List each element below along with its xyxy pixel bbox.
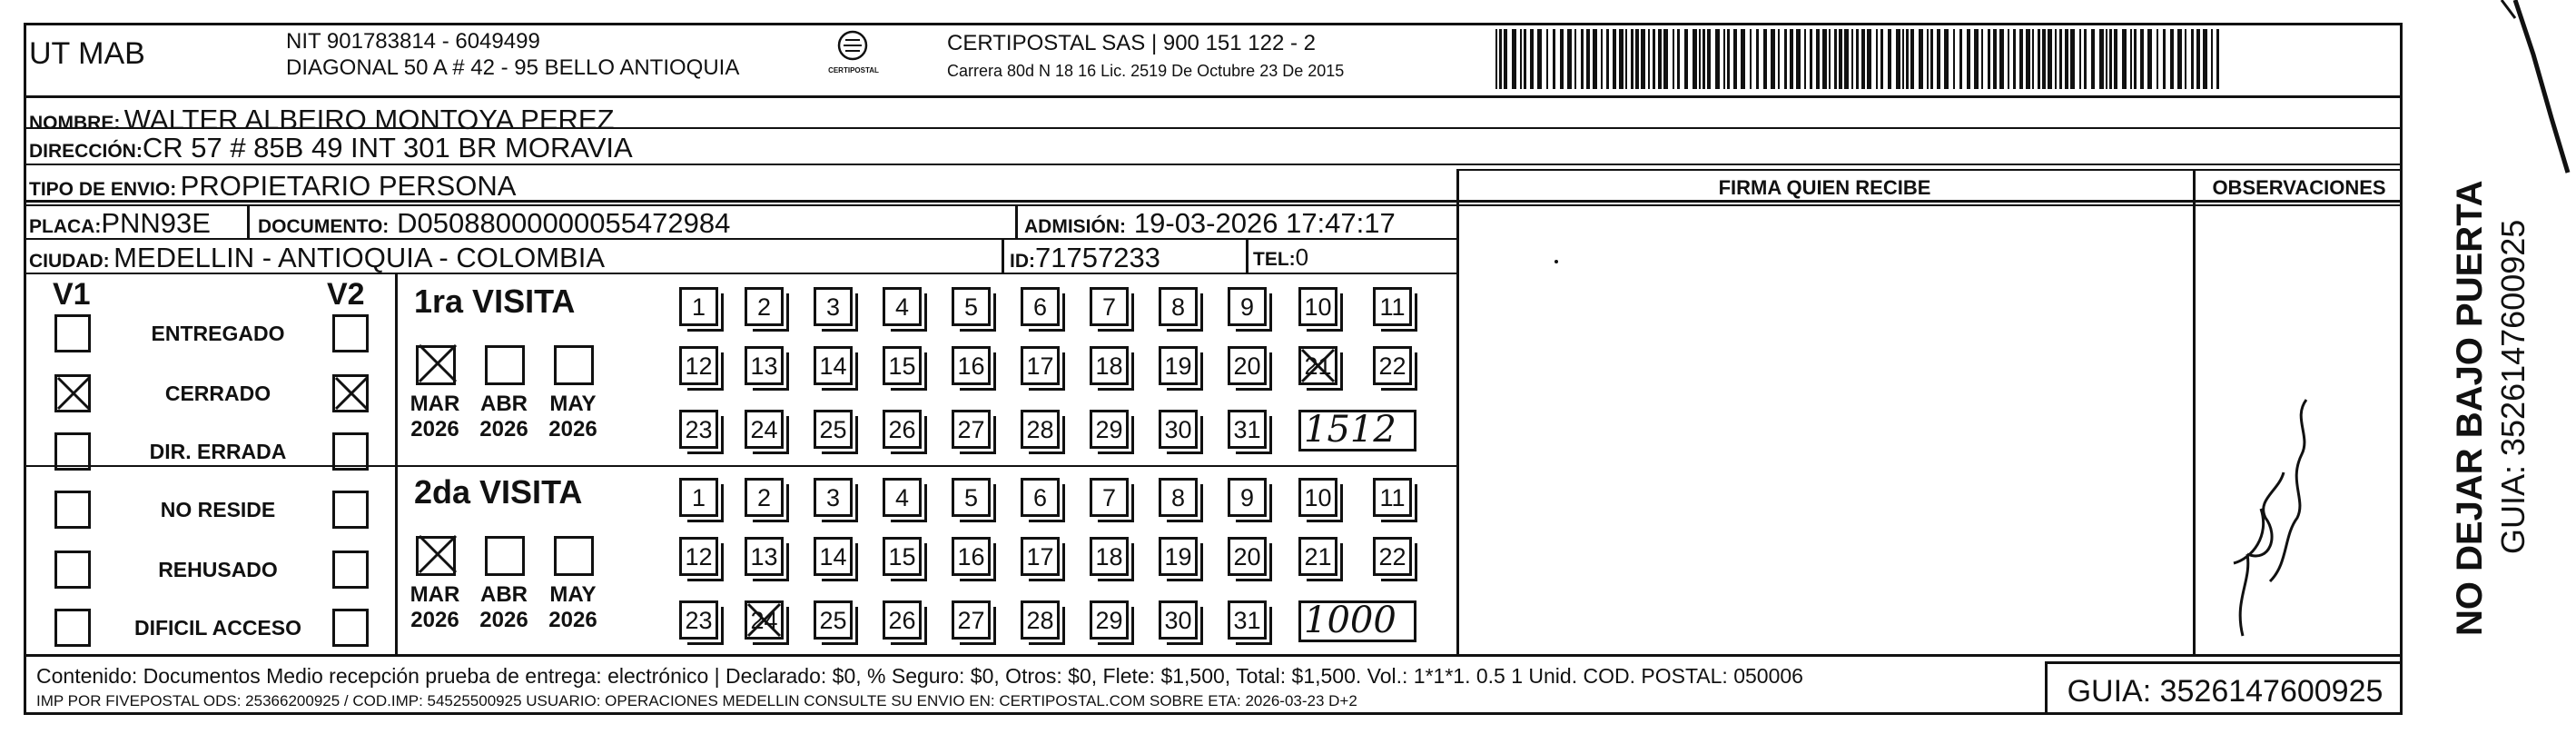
month-label: MAY — [549, 392, 597, 416]
day-box: 16 — [952, 537, 991, 576]
day-box: 23 — [679, 410, 718, 449]
status-label: DIR. ERRADA — [149, 440, 287, 463]
divider — [24, 164, 2403, 165]
barcode-bar — [1504, 29, 1507, 89]
day-box: 28 — [1021, 600, 1060, 640]
barcode-bar — [1927, 29, 1929, 89]
barcode-bar — [1902, 29, 1904, 89]
barcode-bar — [2203, 29, 2207, 89]
day-box: 23 — [679, 600, 718, 640]
barcode-bar — [1906, 29, 1909, 89]
barcode-bar — [1553, 29, 1555, 89]
barcode-bar — [1625, 29, 1627, 89]
barcode-bar — [1967, 29, 1970, 89]
divider — [1246, 240, 1249, 273]
day-box: 14 — [814, 537, 853, 576]
day-box: 11 — [1373, 287, 1412, 326]
day-box: 29 — [1090, 600, 1129, 640]
barcode-bar — [2013, 29, 2016, 89]
day-box: 26 — [883, 410, 922, 449]
barcode-bar — [1896, 29, 1900, 89]
barcode-bar — [1804, 29, 1806, 89]
barcode-bar — [2038, 29, 2040, 89]
barcode-bar — [2032, 29, 2034, 89]
barcode-bar — [1784, 29, 1787, 89]
day-box: 10 — [1298, 478, 1337, 517]
name-value: WALTER ALBEIRO MONTOYA PEREZ — [123, 104, 615, 135]
barcode-bar — [2079, 29, 2081, 89]
courier-logo — [822, 27, 885, 82]
divider — [24, 465, 1456, 467]
barcode-bar — [1867, 29, 1871, 89]
barcode-bar — [1822, 29, 1827, 89]
day-box: 2 — [745, 287, 784, 326]
day-box: 24 — [745, 600, 784, 640]
v2-checkbox — [332, 551, 369, 589]
admission-label: ADMISIÓN: 19-03-2026 17:47:17 — [1024, 207, 1396, 239]
visit-title: 1ra VISITA — [414, 283, 576, 320]
v1-checkbox — [54, 491, 91, 529]
day-box: 7 — [1090, 287, 1129, 326]
day-box: 20 — [1228, 537, 1267, 576]
barcode-bar — [1586, 29, 1590, 89]
barcode-bar — [2140, 29, 2144, 89]
barcode-bar — [1733, 29, 1737, 89]
day-box: 9 — [1228, 478, 1267, 517]
day-box: 22 — [1373, 346, 1412, 385]
barcode-bar — [2130, 29, 2132, 89]
barcode-bar — [2134, 29, 2137, 89]
barcode-bar — [1861, 29, 1865, 89]
v1-checkbox — [54, 551, 91, 589]
barcode-bar — [1537, 29, 1542, 89]
barcode-bar — [2084, 29, 2087, 89]
divider — [395, 273, 398, 654]
barcode-bar — [1546, 29, 1548, 89]
barcode-bar — [2170, 29, 2174, 89]
divider — [24, 205, 26, 654]
handwritten-time: 1512 — [1304, 409, 1397, 451]
day-box: 29 — [1090, 410, 1129, 449]
barcode-bar — [1567, 29, 1572, 89]
admission-value: 19-03-2026 17:47:17 — [1133, 207, 1396, 239]
side-guia: GUIA: 3526147600925 — [2494, 219, 2532, 554]
barcode-bar — [1707, 29, 1711, 89]
month-checkbox — [416, 536, 456, 576]
barcode-bar — [1715, 29, 1720, 89]
barcode-bar — [2059, 29, 2062, 89]
month-label: MAY — [549, 582, 597, 607]
day-box: 6 — [1021, 287, 1060, 326]
barcode-bar — [1648, 29, 1650, 89]
status-label: DIFICIL ACCESO — [133, 616, 301, 640]
day-box: 19 — [1159, 537, 1198, 576]
barcode-bar — [1606, 29, 1609, 89]
courier-name: CERTIPOSTAL SAS | 900 151 122 - 2 — [947, 31, 1316, 55]
day-box: 15 — [883, 346, 922, 385]
month-checkbox — [554, 345, 594, 385]
barcode-bar — [1699, 29, 1701, 89]
barcode-bar — [1944, 29, 1949, 89]
side-warning: NO DEJAR BAJO PUERTA — [2450, 180, 2490, 636]
day-box: 14 — [814, 346, 853, 385]
barcode-bar — [1816, 29, 1820, 89]
barcode-bar — [1574, 29, 1576, 89]
barcode-bar — [1495, 29, 1497, 89]
day-box: 12 — [679, 537, 718, 576]
day-box: 17 — [1021, 346, 1060, 385]
barcode-bar — [2106, 29, 2107, 89]
barcode-bar — [1703, 29, 1705, 89]
status-label: CERRADO — [164, 382, 271, 405]
day-box: 25 — [814, 600, 853, 640]
barcode-bar — [1839, 29, 1842, 89]
divider — [247, 205, 250, 238]
status-label: REHUSADO — [158, 558, 278, 581]
divider — [1456, 169, 1459, 654]
logo-text: CERTIPOSTAL — [828, 66, 879, 74]
plate-value: PNN93E — [101, 207, 211, 239]
barcode-bar — [1499, 29, 1502, 89]
barcode-bar — [1993, 29, 1997, 89]
type-label: TIPO DE ENVIO: PROPIETARIO PERSONA — [29, 170, 517, 202]
month-checkbox — [485, 536, 525, 576]
barcode-bar — [1727, 29, 1730, 89]
day-box: 1 — [679, 478, 718, 517]
day-box: 28 — [1021, 410, 1060, 449]
doc-label: DOCUMENTO: D05088000000055472984 — [258, 207, 731, 239]
tel-value: 0 — [1295, 243, 1309, 271]
barcode-bar — [1999, 29, 2004, 89]
company-address: DIAGONAL 50 A # 42 - 95 BELLO ANTIOQUIA — [286, 55, 740, 80]
divider — [24, 654, 2403, 657]
day-box: 25 — [814, 410, 853, 449]
day-box: 17 — [1021, 537, 1060, 576]
day-box: 3 — [814, 287, 853, 326]
divider — [2045, 661, 2403, 664]
month-checkbox — [554, 536, 594, 576]
barcode-bar — [1919, 29, 1923, 89]
city-value: MEDELLIN - ANTIOQUIA - COLOMBIA — [114, 242, 605, 273]
barcode-bar — [1834, 29, 1837, 89]
company-nit: NIT 901783814 - 6049499 — [286, 29, 540, 54]
barcode-bar — [1741, 29, 1745, 89]
day-box: 19 — [1159, 346, 1198, 385]
day-box: 22 — [1373, 537, 1412, 576]
month-checkbox — [416, 345, 456, 385]
address-value: CR 57 # 85B 49 INT 301 BR MORAVIA — [142, 132, 633, 164]
month-year: 2026 — [410, 417, 459, 441]
day-box: 27 — [952, 600, 991, 640]
barcode-bar — [1619, 29, 1624, 89]
barcode-bar — [2157, 29, 2158, 89]
day-box: 16 — [952, 346, 991, 385]
day-box: 5 — [952, 287, 991, 326]
day-box: 1 — [679, 287, 718, 326]
name-label: NOMBRE: WALTER ALBEIRO MONTOYA PEREZ — [29, 104, 615, 135]
day-box: 18 — [1090, 346, 1129, 385]
handwritten-time: 1000 — [1304, 600, 1397, 641]
barcode-bar — [1631, 29, 1633, 89]
barcode-bar — [1613, 29, 1616, 89]
barcode-bar — [1796, 29, 1801, 89]
divider — [24, 95, 2403, 98]
v1-checkbox — [54, 609, 91, 647]
signature-header: FIRMA QUIEN RECIBE — [1718, 176, 1931, 199]
v2-checkbox — [332, 314, 369, 352]
barcode-bar — [1581, 29, 1584, 89]
day-box: 18 — [1090, 537, 1129, 576]
month-year: 2026 — [479, 417, 528, 441]
barcode-bar — [1829, 29, 1831, 89]
handwritten-signature — [2216, 382, 2324, 654]
barcode-bar — [2191, 29, 2194, 89]
day-box: 20 — [1228, 346, 1267, 385]
day-box: 31 — [1228, 410, 1267, 449]
barcode-bar — [1880, 29, 1883, 89]
barcode-bar — [1601, 29, 1603, 89]
day-box: 5 — [952, 478, 991, 517]
type-value: PROPIETARIO PERSONA — [180, 170, 517, 202]
v1-header: V1 — [53, 277, 91, 312]
barcode-bar — [2163, 29, 2166, 89]
barcode-bar — [1930, 29, 1933, 89]
barcode-bar — [1856, 29, 1859, 89]
company-name: UT MAB — [29, 36, 145, 71]
footer-imp: IMP POR FIVEPOSTAL ODS: 25366200925 / COD.IMP: 54525500925 USUARIO: OPERACIONES MEDELLIN CONSULTE SU ENVIO EN: CERTIPOSTAL.COM SOBRE ETA: 2026-03-23 D+2 — [36, 692, 1357, 709]
day-box: 30 — [1159, 410, 1198, 449]
month-label: ABR — [480, 582, 528, 607]
barcode-bar — [2019, 29, 2023, 89]
barcode-bar — [1520, 29, 1522, 89]
day-box: 13 — [745, 537, 784, 576]
day-box: 15 — [883, 537, 922, 576]
barcode-bar — [2122, 29, 2127, 89]
barcode-bar — [1635, 29, 1639, 89]
barcode — [1495, 29, 2225, 89]
day-box: 8 — [1159, 287, 1198, 326]
courier-license: Carrera 80d N 18 16 Lic. 2519 De Octubre 23 De 2015 — [947, 62, 1345, 80]
barcode-bar — [1560, 29, 1564, 89]
barcode-bar — [1524, 29, 1526, 89]
barcode-bar — [1981, 29, 1983, 89]
barcode-bar — [1844, 29, 1849, 89]
address-label: DIRECCIÓN:CR 57 # 85B 49 INT 301 BR MORAVIA — [29, 132, 633, 164]
visit-title: 2da VISITA — [414, 473, 583, 511]
month-checkbox — [485, 345, 525, 385]
status-label: ENTREGADO — [151, 322, 285, 345]
month-year: 2026 — [410, 608, 459, 632]
barcode-bar — [2026, 29, 2030, 89]
barcode-bar — [2196, 29, 2200, 89]
barcode-bar — [1810, 29, 1812, 89]
barcode-bar — [1653, 29, 1655, 89]
barcode-bar — [2216, 29, 2219, 89]
day-box: 11 — [1373, 478, 1412, 517]
barcode-bar — [1763, 29, 1767, 89]
v1-checkbox — [54, 374, 91, 412]
barcode-bar — [2065, 29, 2068, 89]
barcode-bar — [2147, 29, 2152, 89]
barcode-bar — [2070, 29, 2075, 89]
divider — [1015, 205, 1018, 238]
barcode-bar — [1876, 29, 1878, 89]
divider — [24, 204, 2403, 206]
plate-label: PLACA:PNN93E — [29, 207, 211, 239]
v1-checkbox — [54, 314, 91, 352]
barcode-bar — [2091, 29, 2095, 89]
day-box: 31 — [1228, 600, 1267, 640]
v2-header: V2 — [327, 277, 365, 312]
guia-box: GUIA: 3526147600925 — [2067, 674, 2384, 709]
barcode-bar — [2008, 29, 2009, 89]
stray-dot — [1554, 260, 1558, 263]
barcode-bar — [1959, 29, 1962, 89]
barcode-bar — [1750, 29, 1752, 89]
id-value: 71757233 — [1035, 242, 1160, 273]
day-box: 10 — [1298, 287, 1337, 326]
doc-value: D05088000000055472984 — [397, 207, 731, 239]
barcode-bar — [1677, 29, 1680, 89]
barcode-bar — [1910, 29, 1914, 89]
day-box: 12 — [679, 346, 718, 385]
day-box: 4 — [883, 478, 922, 517]
observations-header: OBSERVACIONES — [2212, 176, 2386, 199]
barcode-bar — [1693, 29, 1697, 89]
tape-edge — [2497, 0, 2576, 182]
day-box: 6 — [1021, 478, 1060, 517]
month-year: 2026 — [548, 608, 597, 632]
month-label: ABR — [480, 392, 528, 416]
city-label: CIUDAD: MEDELLIN - ANTIOQUIA - COLOMBIA — [29, 242, 605, 273]
barcode-bar — [1673, 29, 1674, 89]
barcode-bar — [2099, 29, 2104, 89]
v2-checkbox — [332, 609, 369, 647]
barcode-bar — [2048, 29, 2052, 89]
barcode-bar — [2109, 29, 2112, 89]
month-label: MAR — [410, 392, 460, 416]
barcode-bar — [1756, 29, 1759, 89]
v2-checkbox — [332, 374, 369, 412]
barcode-bar — [1953, 29, 1955, 89]
barcode-bar — [2177, 29, 2182, 89]
month-year: 2026 — [548, 417, 597, 441]
day-box: 24 — [745, 410, 784, 449]
barcode-bar — [1684, 29, 1688, 89]
barcode-bar — [1988, 29, 1990, 89]
barcode-bar — [1771, 29, 1775, 89]
v1-checkbox — [54, 432, 91, 471]
divider — [1456, 169, 2403, 171]
barcode-bar — [1663, 29, 1668, 89]
barcode-bar — [1593, 29, 1597, 89]
v2-checkbox — [332, 432, 369, 471]
divider — [1002, 240, 1004, 273]
barcode-bar — [1888, 29, 1891, 89]
barcode-bar — [2042, 29, 2046, 89]
day-box: 26 — [883, 600, 922, 640]
month-label: MAR — [410, 582, 460, 607]
barcode-bar — [1937, 29, 1940, 89]
barcode-bar — [1658, 29, 1662, 89]
barcode-bar — [1778, 29, 1780, 89]
day-box: 7 — [1090, 478, 1129, 517]
v2-checkbox — [332, 491, 369, 529]
status-label: NO RESIDE — [160, 498, 276, 521]
day-box: 27 — [952, 410, 991, 449]
barcode-bar — [2055, 29, 2057, 89]
barcode-bar — [1530, 29, 1534, 89]
day-box: 3 — [814, 478, 853, 517]
id-label: ID:71757233 — [1010, 242, 1160, 273]
barcode-bar — [1974, 29, 1979, 89]
tel-label: TEL:0 — [1253, 243, 1309, 271]
barcode-bar — [1723, 29, 1725, 89]
barcode-bar — [2114, 29, 2117, 89]
day-box: 13 — [745, 346, 784, 385]
day-box: 30 — [1159, 600, 1198, 640]
day-box: 9 — [1228, 287, 1267, 326]
barcode-bar — [1641, 29, 1645, 89]
footer-contents: Contenido: Documentos Medio recepción prueba de entrega: electrónico | Declarado: $0, % Seguro: $0, Otros: $0, Flete: $1,500, Total: $1,500. Vol.: 1*1*1. 0.5 1 Unid. COD. POSTAL: 050006 — [36, 664, 1803, 688]
barcode-bar — [1512, 29, 1516, 89]
day-box: 8 — [1159, 478, 1198, 517]
day-box: 21 — [1298, 537, 1337, 576]
month-year: 2026 — [479, 608, 528, 632]
barcode-bar — [1790, 29, 1793, 89]
barcode-bar — [1851, 29, 1853, 89]
day-box: 21 — [1298, 346, 1337, 385]
barcode-bar — [2185, 29, 2186, 89]
barcode-bar — [2211, 29, 2213, 89]
day-box: 2 — [745, 478, 784, 517]
day-box: 4 — [883, 287, 922, 326]
divider — [2193, 169, 2196, 654]
